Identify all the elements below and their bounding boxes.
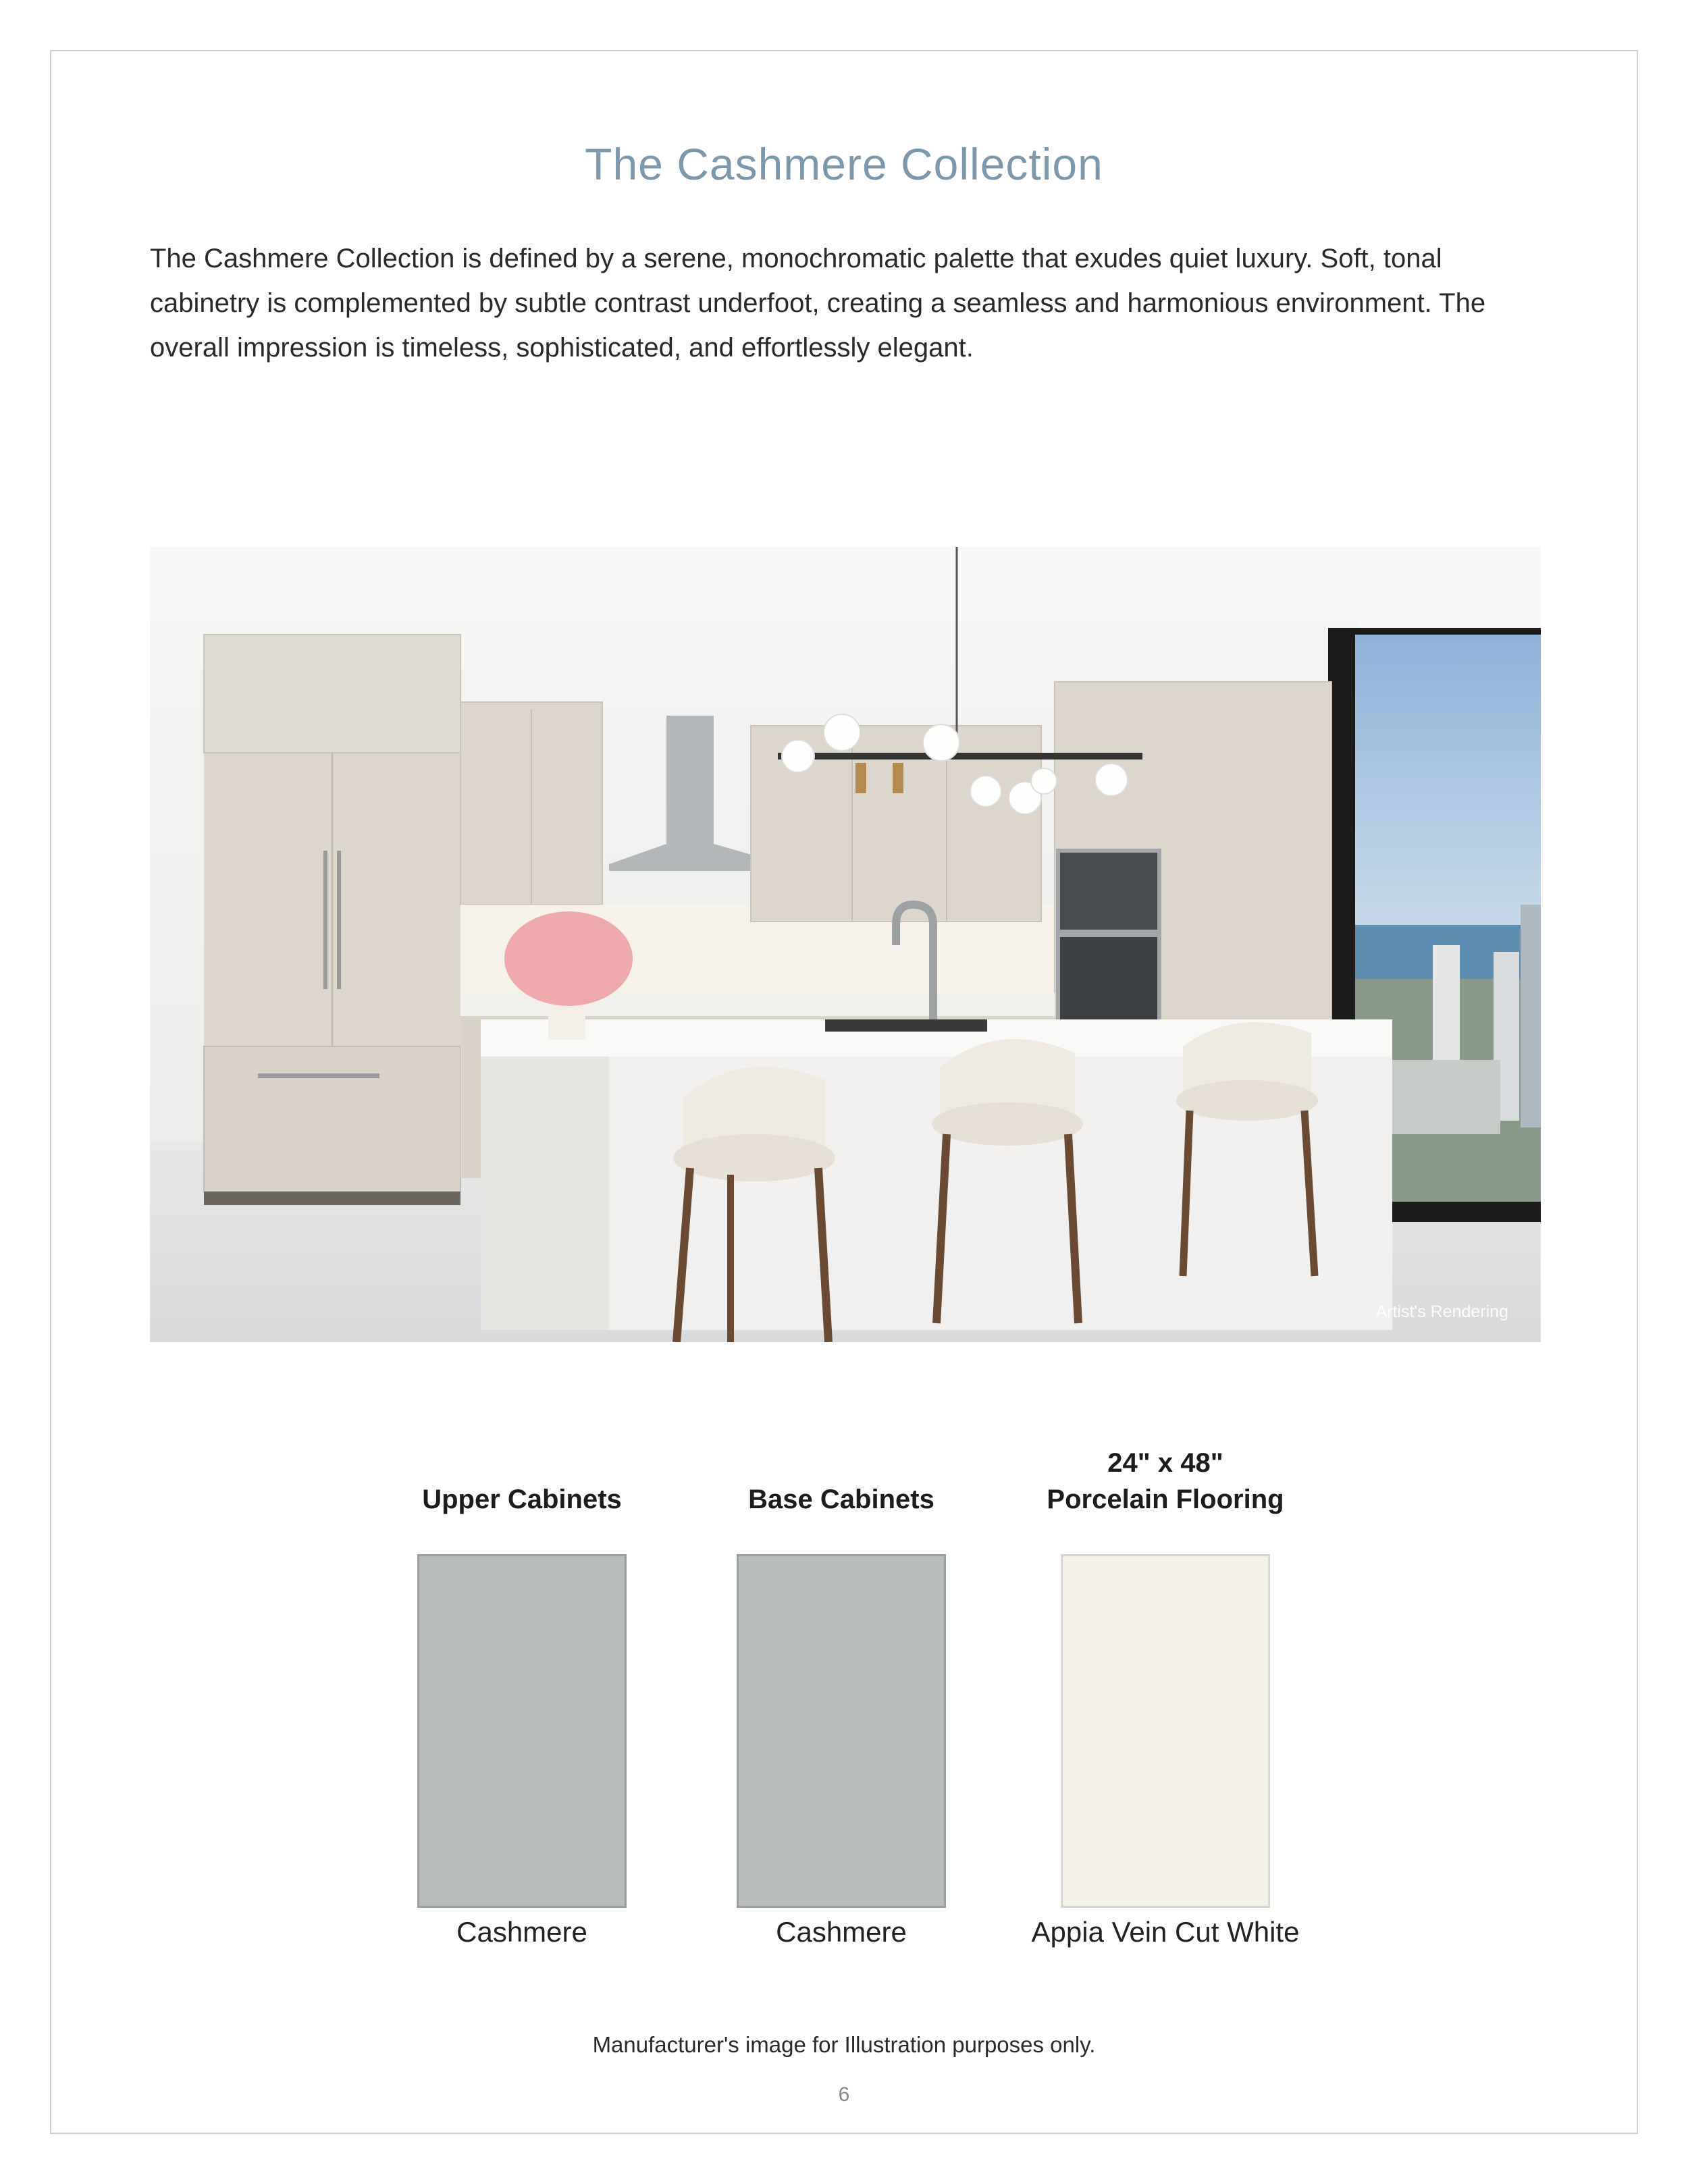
drawer-handle: [258, 1073, 379, 1078]
page-title: The Cashmere Collection: [585, 139, 1103, 189]
swatch-label: Cashmere: [456, 1916, 587, 1948]
tower-3: [1521, 905, 1541, 1127]
kitchen-illustration: [150, 547, 1541, 1342]
wall-oven-lower: [1058, 935, 1159, 1023]
intro-paragraph: The Cashmere Collection is defined by a serene, monochromatic palette that exudes quiet luxury. Soft, tonal cabinetry is complemented by subtle contrast underfoot, creating a seamless and harmonious environment. The overall impression is timeless, sophisticated, and effortlessly elegant.: [150, 244, 1486, 363]
building-block: [1379, 1060, 1500, 1134]
fridge-handle-r: [337, 851, 341, 989]
swatch-heading: Porcelain Flooring: [1047, 1485, 1284, 1514]
swatch-sample: [737, 1554, 946, 1908]
rendering-caption: Artist's Rendering: [1375, 1302, 1508, 1321]
page-number: 6: [838, 2083, 850, 2106]
sink: [825, 1019, 987, 1032]
orchids: [504, 911, 633, 1006]
swatch-sample: [1061, 1554, 1270, 1908]
toe-kick: [204, 1192, 460, 1205]
kitchen-rendering: [150, 547, 1541, 1342]
swatch-label: Appia Vein Cut White: [1031, 1916, 1300, 1948]
swatch-sample: [417, 1554, 627, 1908]
wall-oven-upper: [1058, 851, 1159, 932]
footnote: Manufacturer's image for Illustration purposes only.: [592, 2032, 1096, 2057]
island-waterfall: [481, 1057, 609, 1330]
swatch-heading: Base Cabinets: [748, 1485, 934, 1514]
fridge-handle-l: [323, 851, 327, 989]
swatch-label: Cashmere: [776, 1916, 907, 1948]
swatch-heading-line1: 24" x 48": [1107, 1448, 1223, 1478]
fridge-top: [204, 635, 460, 753]
swatch-heading: Upper Cabinets: [422, 1485, 622, 1514]
fridge-drawer: [204, 1046, 460, 1192]
pendant-bar: [778, 753, 1142, 760]
